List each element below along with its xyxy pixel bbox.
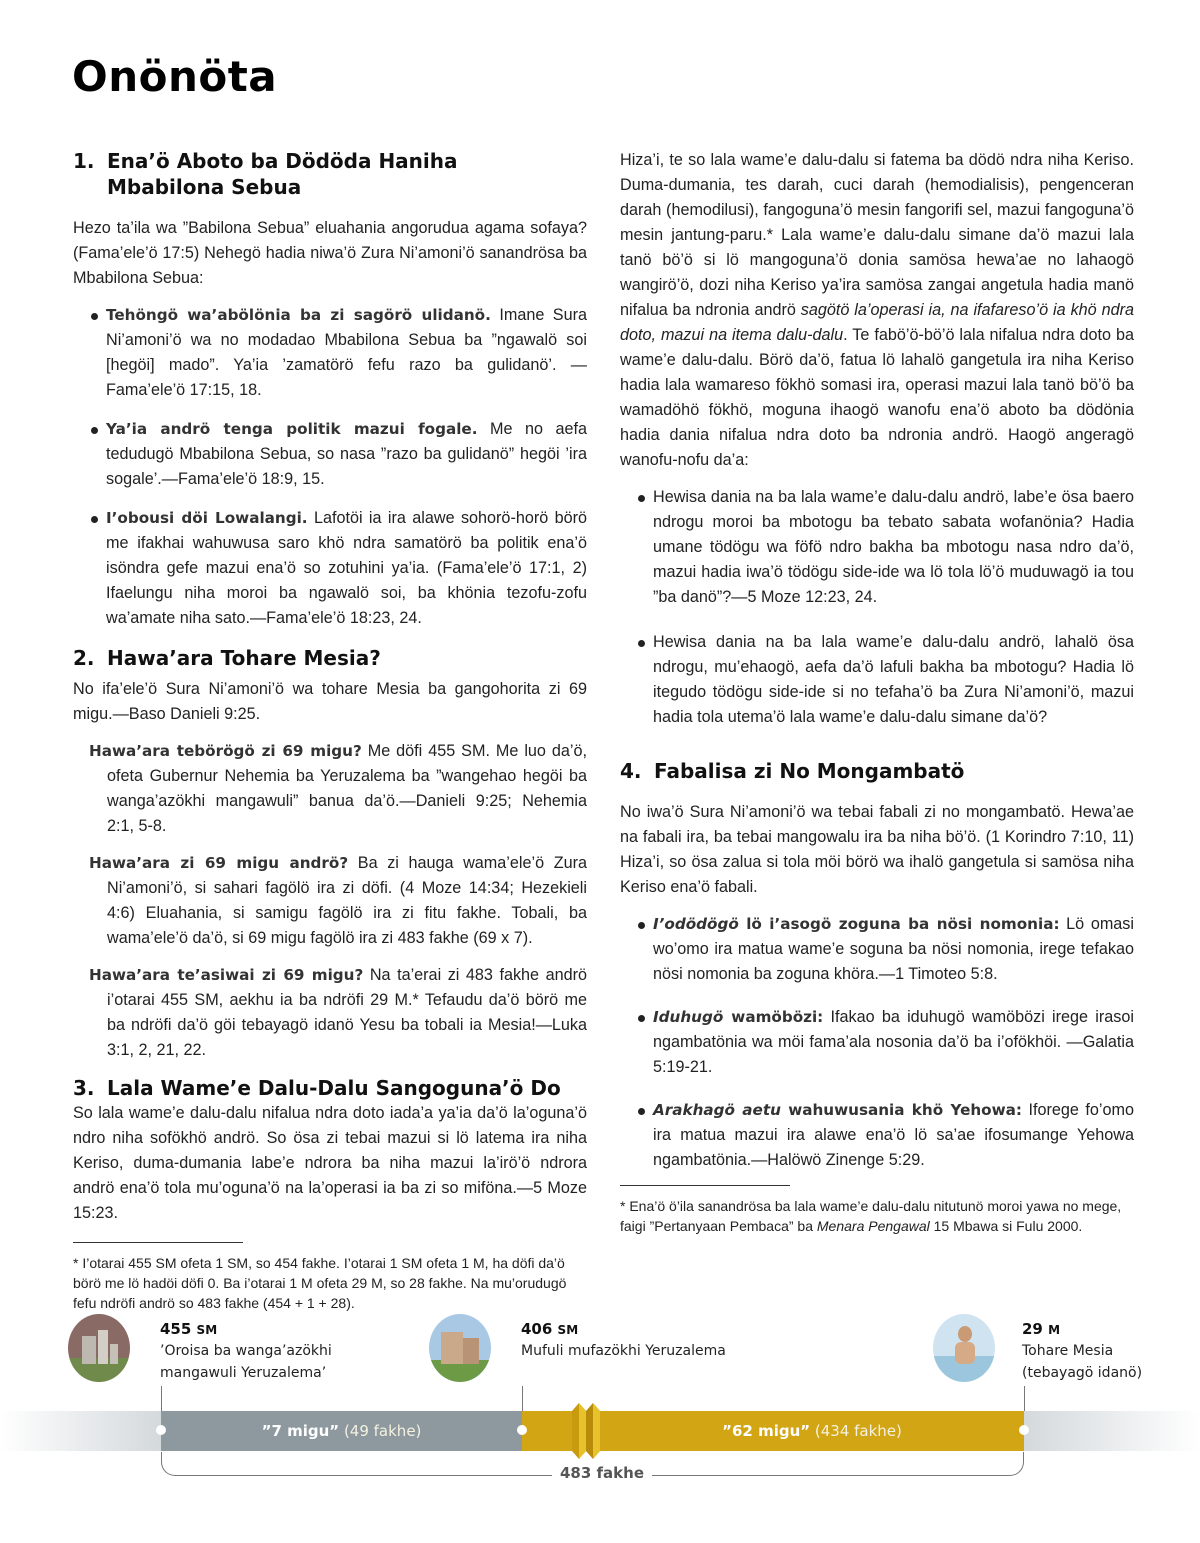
section-4-bullets (620, 912, 1134, 1173)
bullet-item: Arakhagö aetu wahuwusania khö Yehowa: Iforege fo’omo ira matua mazui ira alawe ena’ö lö sa’ae ifosumange Yehowa ngambatönia.—Halöwö Zinenge 5:29. (620, 1098, 1134, 1173)
jesus-baptism-image (933, 1314, 995, 1382)
timeline-bar-fade-right (1024, 1411, 1200, 1451)
footnote-divider (73, 1242, 243, 1243)
section-4-intro: No iwa’ö Sura Ni’amoni’ö wa tebai fabali zi no mongambatö. Hewa’ae na fabali ira, ba tebai mangowalu ira ba niha bö’ö. (1 Korindro 7:10, 11) Hiza’i, so ösa zalua si tola möi börö wa ihalö gangetula si samösa niha Keriso ena’ö fabali. (620, 803, 1134, 896)
qa-item (89, 739, 587, 839)
total-span-label: 483 fakhe (552, 1464, 652, 1482)
event-description: ’Oroisa ba wanga’azökhi mangawuli Yeruzalema’ (160, 1343, 332, 1381)
time-break-icon (572, 1403, 600, 1459)
section-1-bullets (73, 303, 587, 631)
qa-question: Hawa’ara tebörögö zi 69 migu? (89, 742, 362, 760)
timeline-bar-fade-left (0, 1411, 161, 1451)
section-3-paragraph-1: So lala wame’e dalu-dalu nifalua ndra doto iada’a ya’ia da’ö la’oguna’ö ndro niha sofökhö andrö. So ösa zi tebai mazui si lö latema ira niha Keriso, duma-dumania labe’e ndrora ba niha mazui la’irö’ö ndrora andrö ena’ö tola mu’oguna’ö na la’operasi ia ba zi so miföna.—5 Moze 15:23. (73, 1104, 587, 1222)
qa-answer: Ba zi hauga wama’ele’ö Zura Ni’amoni’ö, si sahari fagölö ira zi döfi. (4 Moze 14:34; Hezekieli 4:6) Eluahania, si samigu fagölö ira zi fitu fakhe. Tobali, ba wama’ele’ö da’ö, si 69 migu fagölö ira zi 483 fakhe (69 x 7). (107, 854, 587, 947)
qa-question: Hawa’ara zi 69 migu andrö? (89, 854, 349, 872)
heading-line-1: Ena’ö Aboto ba Dödöda Haniha (107, 149, 458, 173)
footnote-left: * I’otarai 455 SM ofeta 1 SM, so 454 fakhe. I’otarai 1 SM ofeta 1 M, ha döfi da’ö börö me lö hadöi döfi 0. Ba i’otarai 1 M ofeta 29 M, so 28 fakhe. Na mu’orudugö fefu ndröfi andrö so 483 fakhe (454 + 1 + 28). (73, 1255, 567, 1311)
section-number: 1. (73, 149, 95, 173)
timeline-tick (522, 1386, 523, 1411)
ruined-city-walls-image (68, 1314, 130, 1382)
bullet-lead: Ya’ia andrö tenga politik mazui fogale. (106, 420, 478, 438)
event-description: Tohare Mesia (tebayagö idanö) (1022, 1343, 1143, 1381)
section-number: 4. (620, 759, 642, 783)
qa-question: Hawa’ara te’asiwai zi 69 migu? (89, 966, 364, 984)
page-title: Onönöta (72, 52, 278, 101)
footnote-right: * Ena’ö ö’ila sanandrösa ba lala wame’e dalu-dalu nitutunö moroi yawa no mege, faigi ”Pertanyaan Pembaca” ba Menara Pengawal 15 Mbawa si Fulu 2000. (620, 1198, 1122, 1234)
bullet-item: Tehöngö wa’abölönia ba zi sagörö ulidanö. Imane Sura Ni’amoni’ö wa no modadao Mbabilona Sebua ba ”ngawalö soi [hegöi] mado”. Ya’ia ’zamatörö fefu razo ba gulidanö’. —Fama’ele’ö 17:15, 18. (73, 303, 587, 403)
section-4-heading: 4. Fabalisa zi No Mongambatö (620, 759, 965, 783)
section-2-qa (73, 739, 587, 1063)
timeline-tick (161, 1386, 162, 1411)
bullet-item: Hewisa dania na ba lala wame’e dalu-dalu andrö, lahalö ösa ndrogu, mu’ehaogö, aefa da’ö lafuli bakha ba mbotogu? Hadia lö itegudo tödögu side-ide si no tefaha’ö ba Zura Ni’amoni’ö, mazui hadia tola utema’ö lala wame’e dalu-dalu simane da’ö? (620, 630, 1134, 730)
bullet-item: Hewisa dania na ba lala wame’e dalu-dalu andrö, labe’e ösa baero ndrogu moroi ba mbotogu ba tebato sabata wofanönia? Hadia umane tödögu wa föfö ndro bakha ba mbotogu nasa ndro da’ö, mazui hadia iwa’ö tödögu side-ide wa lö tola lö’ö muduwagö ia tou ”ba danö”?—5 Moze 12:23, 24. (620, 485, 1134, 610)
right-column (620, 148, 1134, 1236)
sixty-two-weeks-label: ”62 migu” (434 fakhe) (722, 1422, 902, 1440)
event-date: 455 SM (160, 1320, 218, 1338)
bullet-item: I’odödögö lö i’asogö zoguna ba nösi nomonia: Lö omasi wo’omo ira matua wame’e soguna ba nösi nomonia, irege tefakao nösi nomonia ba zoguna khöra.—1 Timoteo 5:8. (620, 912, 1134, 987)
qa-answer: Na ta’erai zi 483 fakhe andrö i’otarai 455 SM, aekhu ia ba ndröfi 29 M.* Tefaudu da’ö börö me ba ndröfi da’ö göi tebayagö idanö Yesu ba tobali ia Mesia!—Luka 3:1, 2, 21, 22. (107, 966, 587, 1059)
seventy-weeks-timeline (0, 1300, 1200, 1543)
bullet-item: Iduhugö wamöbözi: Ifakao ba iduhugö wamöbözi irege irasoi ngambatönia wa möi fama’ala nosonia da’ö ba i’ofökhöi. —Galatia 5:19-21. (620, 1005, 1134, 1080)
seven-weeks-label: ”7 migu” (49 fakhe) (261, 1422, 422, 1440)
section-2-intro: No ifa’ele’ö Sura Ni’amoni’ö wa tohare Mesia ba gangohorita zi 69 migu.—Baso Danieli 9:25. (73, 680, 587, 723)
rebuilt-city-walls-image (429, 1314, 491, 1382)
section-1-intro: Hezo ta’ila wa ”Babilona Sebua” eluahania angorudua agama sofaya? (Fama’ele’ö 17:5) Nehegö hadia niwa’ö Zura Ni’amoni’ö sanandrösa ba Mbabilona Sebua: (73, 219, 587, 287)
qa-item (89, 851, 587, 951)
section-3-paragraph-2: Hiza’i, te so lala wame’e dalu-dalu si fatema ba dödö ndra niha Keriso. Duma-dumania, tes darah, cuci darah (hemodialisis), pengenceran darah (hemodilusi), fangoguna’ö mesin fangorifi sel, mazui fangoguna’ö mesin jantung-paru.* Lala wame’e dalu-dalu simane da’ö mazui lala tanö bö’ö si lö mangoguna’ö donia samösa hewa’ae no lahaogö wangirö’ö, dozi niha Keriso ya’ira samösa zangai angetula hadia manö nifalua ba ndronia andrö sagötö la’operasi ia, na ifafareso’ö ia khö ndra doto, mazui na itema dalu-dalu. Te fabö’ö-bö’ö lala nifalua ndra doto ba wame’e dalu-dalu. Börö da’ö, fatua lö lahalö gangetula ira niha Keriso hadia lala wamareso fökhö somasi ira, operasi mazui lala tanö bö’ö ba wamadöhö fökhö, moguna ihaogö wanofu ena’ö aboto ba dödönia hadia dania nifalua ndra doto ba ndronia andrö. Haogö angeragö wanofu-nofu da’a: (620, 151, 1134, 469)
timeline-tick (1024, 1386, 1025, 1411)
bullet-lead: I’obousi döi Lowalangi. (106, 509, 308, 527)
section-4 (620, 758, 1134, 1173)
section-number: 3. (73, 1076, 95, 1100)
section-2 (73, 645, 587, 1063)
heading-line-2: Mbabilona Sebua (107, 175, 302, 199)
qa-item (89, 963, 587, 1063)
section-1 (73, 148, 587, 631)
section-3-heading: 3. Lala Wame’e Dalu-Dalu Sangoguna’ö Do (73, 1076, 561, 1100)
bullet-lead: Tehöngö wa’abölönia ba zi sagörö ulidanö. (106, 306, 491, 324)
section-3-bullets (620, 485, 1134, 730)
bullet-item: I’obousi döi Lowalangi. Lafotöi ia ira alawe sohorö-horö börö me ifakhai wahuwusa saro khö ndra samatörö ba politik ena’ö isöndra gefe mazui ena’ö so zotuhini ya’ia. (Fama’ele’ö 17:1, 2) Ifaelungu niha moroi ba ngawalö soi, ba khönia tezofu-zofu wa’amate niha sato.—Fama’ele’ö 18:23, 24. (73, 506, 587, 631)
section-1-heading (73, 148, 587, 200)
left-column (73, 148, 587, 1313)
event-description: Mufuli mufazökhi Yeruzalema (521, 1343, 726, 1359)
event-date: 406 SM (521, 1320, 579, 1338)
footnote-divider (620, 1185, 790, 1186)
section-number: 2. (73, 646, 95, 670)
section-3 (73, 1075, 587, 1226)
section-2-heading: 2. Hawa’ara Tohare Mesia? (73, 646, 381, 670)
qa-answer: Me döfi 455 SM. Me luo da’ö, ofeta Gubernur Nehemia ba Yeruzalema ba ”wangehao hegöi ba wanga’azökhi mangawuli” banua da’ö.—Danieli 9:25; Nehemia 2:1, 5-8. (107, 742, 587, 835)
event-date: 29 M (1022, 1320, 1061, 1338)
bullet-item: Ya’ia andrö tenga politik mazui fogale. Me no aefa tedudugö Mbabilona Sebua, so nasa ”razo ba gulidanö” hegöi ’ira sogale’.—Fama’ele’ö 18:9, 15. (73, 417, 587, 492)
